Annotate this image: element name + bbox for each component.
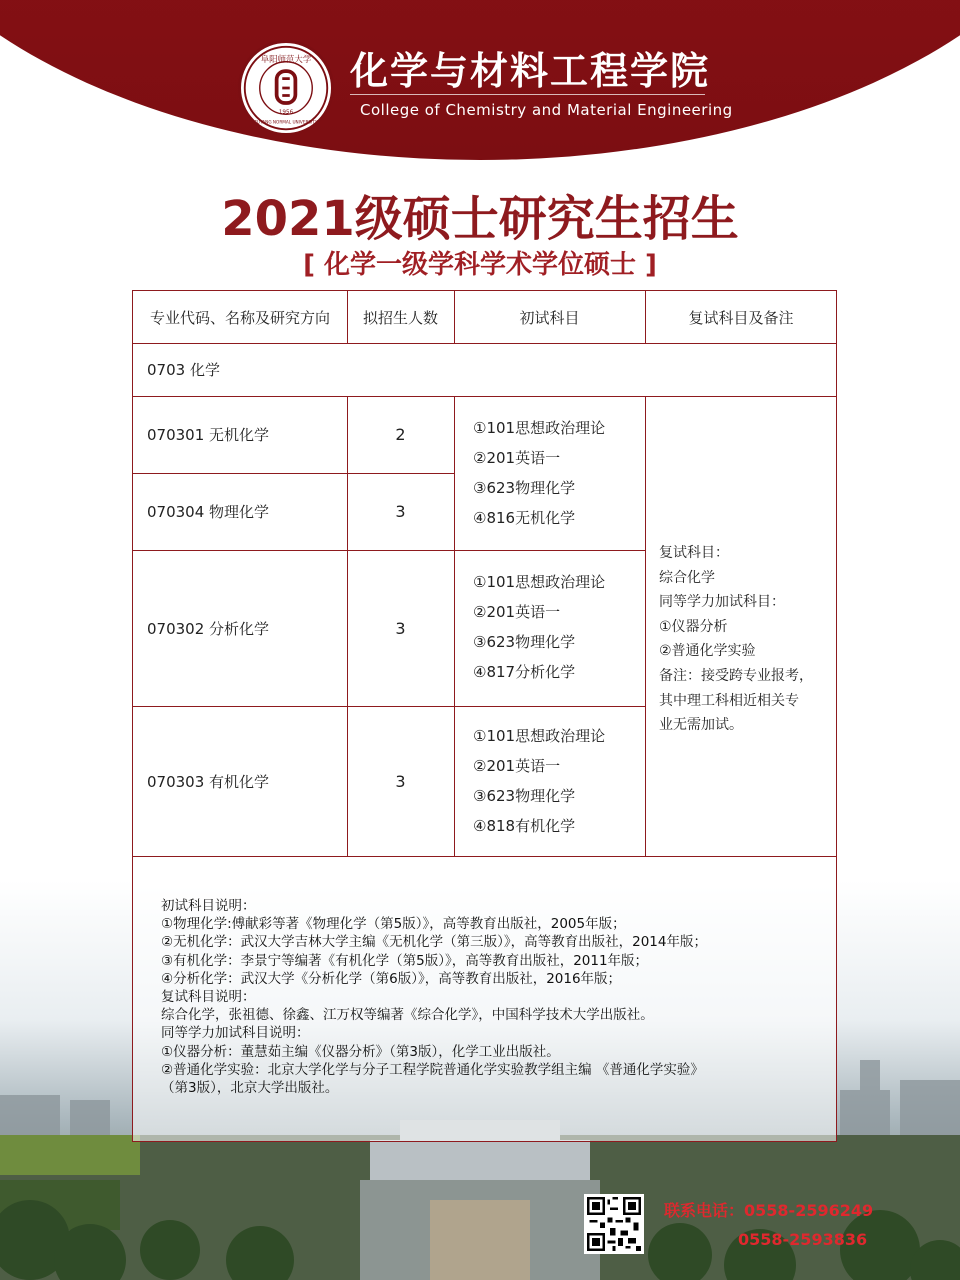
exam-subject: ①101思想政治理论 [473,419,606,437]
retest-line: 业无需加试。 [659,717,743,734]
note-line: ③有机化学：李景宁等编著《有机化学（第5版）》，高等教育出版社，2011年版； [161,952,649,969]
logo-year: 1956 [278,109,294,116]
exam-subject: ④816无机化学 [473,509,576,527]
note-line: ②普通化学实验：北京大学化学与分子工程学院普通化学实验教学组主编 《普通化学实验》 [161,1061,704,1078]
exam-subject: ①101思想政治理论 [473,573,606,591]
header-exam: 初试科目 [519,308,580,327]
contact-label-text: 联系电话： [664,1201,745,1220]
admission-table [132,290,837,857]
retest-line: 其中理工科相近相关专 [659,692,799,709]
header-count: 拟招生人数 [362,308,438,327]
category-cell: 0703 化学 [147,361,220,379]
exam-subject: ②201英语一 [473,757,561,775]
divider [347,291,348,343]
exam-subject: ④818有机化学 [473,817,576,835]
contact-label [664,1198,873,1221]
retest-line: 同等学力加试科目： [659,594,785,611]
exam-subject: ③623物理化学 [473,479,576,497]
page-title: 2021级硕士研究生招生 [221,191,739,247]
contact-phone-2: 0558-2593836 [738,1230,868,1249]
table-row-count: 3 [395,502,406,521]
note-line: （第3版），北京大学出版社。 [161,1080,339,1097]
header-banner [0,0,960,160]
exam-subject: ①101思想政治理论 [473,727,606,745]
header-divider [350,94,705,95]
table-row-major: 070301 无机化学 [147,426,270,444]
table-row-major: 070304 物理化学 [147,503,270,521]
retest-line: ①仪器分析 [659,618,728,635]
table-row-major: 070303 有机化学 [147,773,270,791]
exam-subject: ②201英语一 [473,449,561,467]
table-row-count: 3 [395,618,406,638]
page-subtitle: [ 化学一级学科学术学位硕士 ] [303,250,657,280]
exam-subjects-group [473,567,643,687]
college-name-cn: 化学与材料工程学院 [350,49,711,93]
logo-en-text: FUYANG NORMAL UNIVERSITY [254,119,318,125]
note-line: 同等学力加试科目说明： [161,1025,310,1042]
note-line: ①物理化学:傅献彩等著《物理化学（第5版）》，高等教育出版社，2005年版； [161,916,626,933]
retest-info [645,541,837,738]
table-row-major: 070302 分析化学 [147,619,270,638]
retest-line: 备注：接受跨专业报考， [659,667,813,684]
header-retest: 复试科目及备注 [688,308,794,327]
notes-box [132,857,837,1142]
divider [454,291,455,343]
retest-line: 复试科目： [659,545,729,561]
contact-phone-1: 0558-2596249 [744,1201,874,1220]
qr-code [584,1194,644,1254]
retest-line: 综合化学 [659,569,715,586]
note-line: ②无机化学：武汉大学吉林大学主编《无机化学（第三版）》，高等教育出版社，2014年版； [161,934,707,951]
exam-subject: ③623物理化学 [473,633,576,651]
exam-subject: ④817分析化学 [473,663,576,681]
note-line: 复试科目说明： [161,989,256,1006]
note-line: ④分析化学：武汉大学《分析化学（第6版）》，高等教育出版社，2016年版； [161,970,622,987]
note-line: 综合化学，张祖德、徐鑫、江万权等编著《综合化学》，中国科学技术大学出版社。 [161,1007,654,1024]
notes-text [161,897,707,1097]
note-line: ①仪器分析：董慧茹主编《仪器分析》（第3版），化学工业出版社。 [161,1043,560,1060]
note-line: 初试科目说明： [161,898,256,914]
table-row-count: 3 [395,772,406,791]
exam-subjects-group [473,721,643,841]
logo-text: 阜阳师范大学 [260,53,312,64]
college-name-en: College of Chemistry and Material Engineering [360,101,733,119]
exam-subject: ③623物理化学 [473,787,576,805]
header-major: 专业代码、名称及研究方向 [149,308,330,327]
table-row-count: 2 [395,425,406,444]
retest-line: ②普通化学实验 [659,643,756,660]
university-logo [238,40,334,136]
divider [454,396,455,857]
exam-subjects-group [473,413,643,533]
exam-subject: ②201英语一 [473,603,561,621]
divider [645,291,646,343]
